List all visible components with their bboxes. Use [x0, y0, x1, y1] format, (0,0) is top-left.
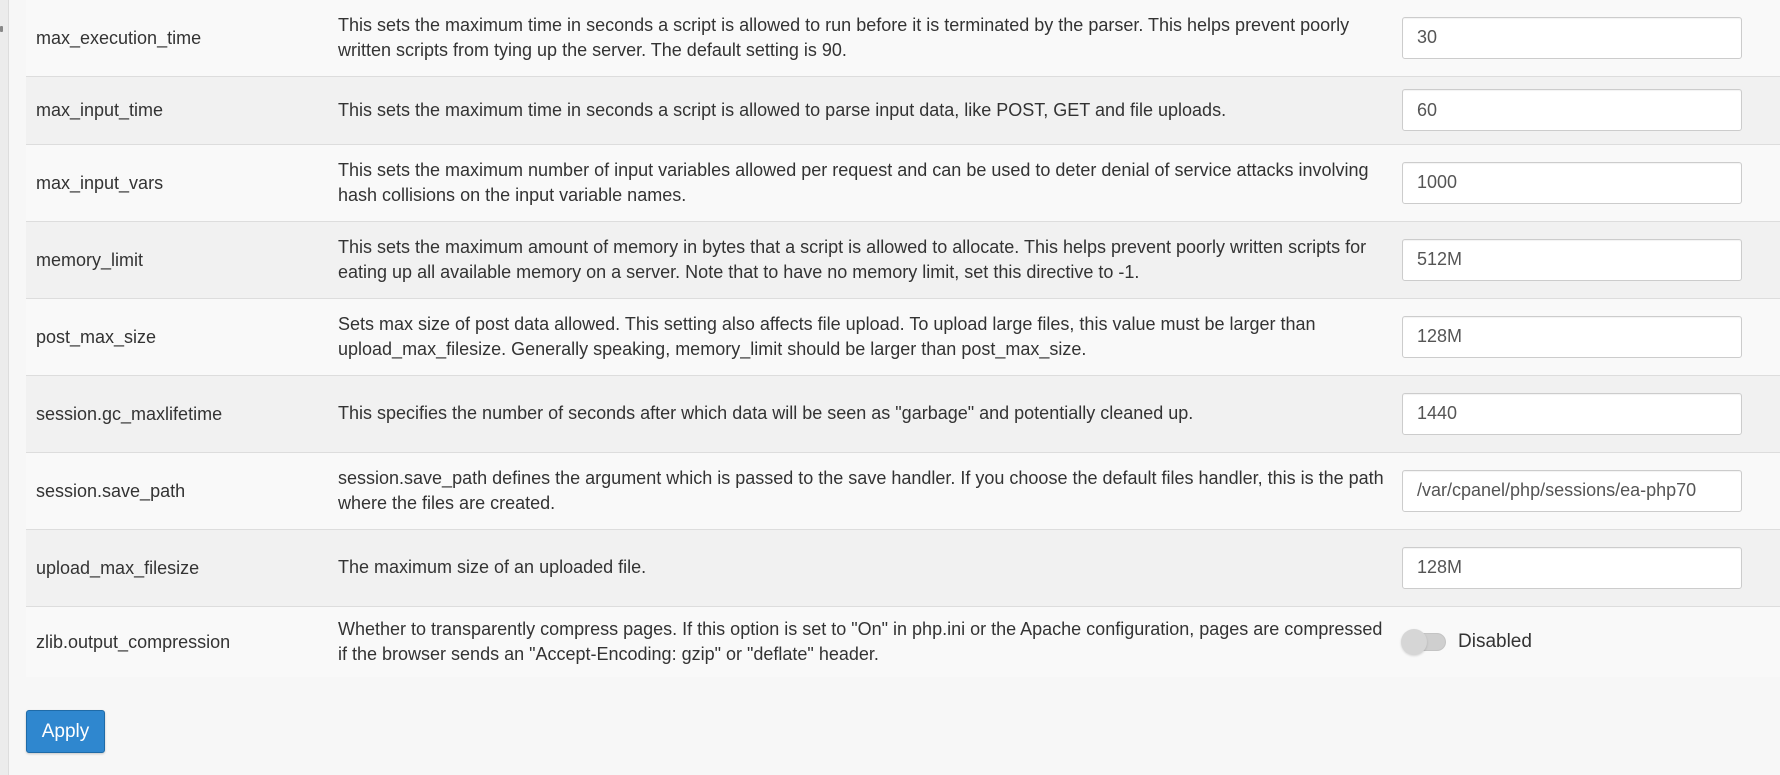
directive-name: post_max_size	[36, 326, 157, 347]
directive-description: This sets the maximum time in seconds a script is allowed to run before it is terminated by the parser. This helps prevent poorly written scripts from tying up the server. The default setting is 90.	[338, 14, 1350, 60]
directive-name: memory_limit	[36, 249, 144, 270]
table-row	[26, 452, 1780, 529]
table-row	[26, 375, 1780, 452]
table-row	[26, 144, 1780, 221]
directive-name: upload_max_filesize	[36, 557, 200, 578]
table-row	[26, 221, 1780, 298]
directive-name: session.save_path	[36, 480, 186, 501]
table-row	[26, 298, 1780, 375]
directive-name: max_execution_time	[36, 27, 202, 48]
table-row	[26, 0, 1780, 76]
post-max-size-input[interactable]	[1402, 316, 1742, 358]
memory-limit-input[interactable]	[1402, 239, 1742, 281]
table-row	[26, 606, 1780, 677]
php-options-editor	[26, 0, 1780, 742]
max-input-time-input[interactable]	[1402, 89, 1742, 131]
zlib-compression-toggle[interactable]	[1402, 621, 1780, 663]
rail-marker	[0, 26, 3, 32]
directive-name: max_input_vars	[36, 172, 164, 193]
table-row	[26, 76, 1780, 144]
directive-description: session.save_path defines the argument which is passed to the save handler. If you choose the default files handler, this is the path where the files are created.	[338, 467, 1384, 513]
directive-description: The maximum size of an uploaded file.	[338, 557, 647, 577]
directive-description: Sets max size of post data allowed. This setting also affects file upload. To upload large files, this value must be larger than upload_max_filesize. Generally speaking, memory_limit should be larger than post_max_size.	[338, 313, 1316, 359]
apply-button[interactable]: Apply	[26, 710, 105, 753]
toggle-state-label: Disabled	[1458, 630, 1532, 652]
toggle-knob	[1401, 629, 1427, 655]
left-rail	[0, 0, 9, 775]
directive-description: This sets the maximum number of input variables allowed per request and can be used to deter denial of service attacks involving hash collisions on the input variable names.	[338, 159, 1369, 205]
directive-name: max_input_time	[36, 100, 164, 120]
php-directives-table	[26, 0, 1780, 677]
directive-description: This sets the maximum amount of memory in bytes that a script is allowed to allocate. This helps prevent poorly written scripts for eating up all available memory on a server. Note that to have no memory limit, set this directive to -1.	[338, 236, 1367, 282]
directive-description: This sets the maximum time in seconds a script is allowed to parse input data, like POST, GET and file uploads.	[338, 99, 1227, 120]
table-row	[26, 529, 1780, 606]
directive-name: zlib.output_compression	[36, 631, 231, 652]
directive-description: This specifies the number of seconds after which data will be seen as "garbage" and potentially cleaned up.	[338, 403, 1194, 423]
max-execution-time-input[interactable]	[1402, 17, 1742, 59]
session-gc-maxlifetime-input[interactable]	[1402, 393, 1742, 435]
session-save-path-input[interactable]	[1402, 470, 1742, 512]
upload-max-filesize-input[interactable]	[1402, 547, 1742, 589]
directive-description: Whether to transparently compress pages. If this option is set to "On" in php.ini or the Apache configuration, pages are compressed if the browser sends an "Accept-Encoding: gzip" or "deflate" header.	[338, 618, 1383, 664]
toggle-switch[interactable]	[1402, 633, 1446, 651]
max-input-vars-input[interactable]	[1402, 162, 1742, 204]
directive-name: session.gc_maxlifetime	[36, 403, 223, 424]
